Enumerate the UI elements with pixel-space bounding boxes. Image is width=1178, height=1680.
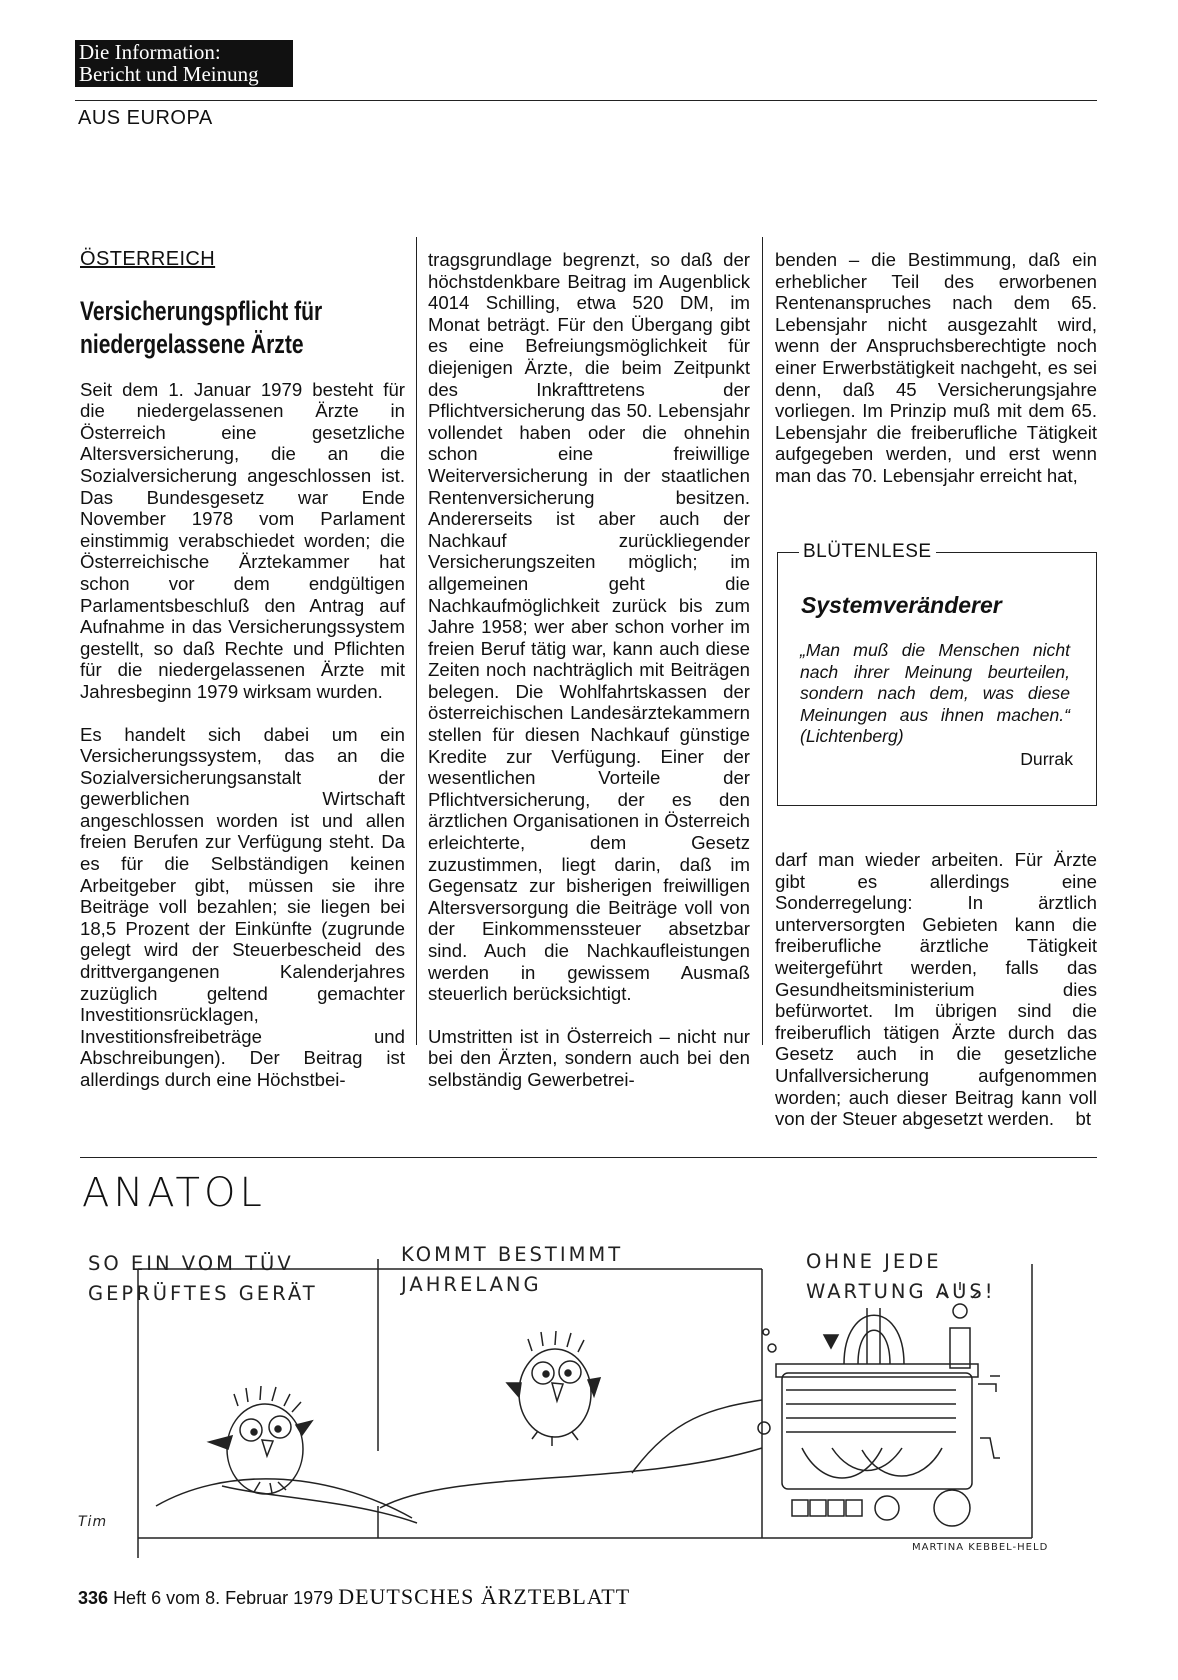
headline-line-1: Versicherungspflicht für [80, 295, 323, 326]
comic-strip-drawing [72, 1168, 1102, 1558]
magazine-title: DEUTSCHES ÄRZTEBLATT [338, 1584, 631, 1609]
branch [156, 1479, 412, 1518]
paragraph: benden – die Bestimmung, daß ein erheblicher Teil des erworbenen Rentenanspruches nach dem 65. Lebensjahr nicht ausgezahlt wird, wenn der Anspruchsberechtigte noch einer Erwerbstätigkeit nachgeht, es sei denn, daß 45 Versicherungsjahre vorliegen. Im Prinzip muß mit dem 65. Lebensjahr die freiberufliche Tätigkeit aufgegeben werden, und erst wenn man das 70. Lebensjahr erreicht hat, [775, 249, 1097, 486]
column-divider [416, 237, 417, 1045]
speech-line: OHNE JEDE [806, 1250, 942, 1273]
sidebar-author: Durrak [1020, 749, 1073, 769]
sidebar-label: BLÜTENLESE [799, 541, 936, 563]
page-number: 336 [78, 1588, 109, 1608]
top-rule [75, 100, 1097, 101]
paragraph: Seit dem 1. Januar 1979 besteht für die niedergelassenen Ärzte in Österreich eine gesetzliche Altersversicherung, die an die Sozialversicherung angeschlossen ist. Das Bundesgesetz war Ende November 1978 vom Parlament einstimmig verabschiedet worden; die Österreichische Ärztekammer hat schon vor dem endgültigen Parlamentsbeschluß den Antrag auf Aufnahme in das Versicherungssystem gestellt, so daß Rechte und Pflichten für die niedergelassenen Ärzte mit Jahresbeginn 1979 wirksam wurden. [80, 378, 405, 702]
comic-signature-right: MARTINA KEBBEL-HELD [912, 1542, 1049, 1553]
owl-drawing [209, 1386, 312, 1494]
issue-info: Heft 6 vom 8. Februar 1979 [113, 1588, 334, 1608]
comic-top-rule [80, 1157, 1097, 1158]
sidebar-title: Systemveränderer [801, 592, 1002, 618]
speech-line: KOMMT BESTIMMT [401, 1243, 624, 1266]
section-tag-line-2: Bericht und Meinung [79, 62, 259, 86]
speech-text-panel-2 [401, 1240, 623, 1300]
sidebar-quote: „Man muß die Menschen nicht nach ihrer Meinung beurteilen, sondern nach dem, was diese Meinungen aus ihnen machen.“ (Lichtenberg) [800, 640, 1070, 746]
speech-line: GEPRÜFTES GERÄT [88, 1282, 318, 1305]
paragraph [775, 849, 1097, 1130]
column-divider [762, 237, 763, 1045]
article-column-2 [428, 249, 750, 1091]
paragraph: tragsgrundlage begrenzt, so daß der höchstdenkbare Beitrag im Augenblick 4014 Schilling, etwa 520 DM, im Monat beträgt. Für den Übergang gibt es eine Befreiungsmöglichkeit für diejenigen Ärzte, die beim Zeitpunkt des Inkrafttretens der Pflichtversicherung das 50. Lebensjahr vollendet haben oder die ohnehin schon eine freiwillige Weiterversicherung in der staatlichen Rentenversicherung besitzen. Andererseits ist aber auch der Nachkauf zurückliegender Versicherungszeiten möglich; im allgemeinen geht die Nachkaufmöglichkeit zurück bis zum Jahre 1958; wer aber schon vorher im freien Beruf tätig war, kann auch diese Zeiten noch nachträglich mit Beiträgen belegen. Die Wohlfahrtskassen der österreichischen Landesärztekammern stellen für diesen Nachkauf günstige Kredite zur Verfügung. Einer der wesentlichen Vorteile der Pflichtversicherung, der es den ärztlichen Organisationen in Österreich erleichterte, dem Gesetz zuzustimmen, liegt darin, daß im Gegensatz zur bisherigen freiwilligen Altersversorgung die Beiträge voll von der Einkommenssteuer absetzbar sind. Auch die Nachkaufleistungen werden in gewissem Ausmaß steuerlich berücksichtigt. [428, 249, 750, 1005]
page-footer [78, 1584, 630, 1610]
article-column-3-bottom [775, 849, 1097, 1130]
speech-line: SO EIN VOM TÜV [88, 1252, 294, 1275]
country-label: ÖSTERREICH [80, 248, 216, 270]
section-tag-line-1: Die Information: [79, 40, 221, 64]
rubric: AUS EUROPA [78, 107, 213, 129]
speech-line: JAHRELANG [401, 1273, 542, 1296]
comic-signature-left: Tim [78, 1514, 108, 1530]
speech-text-panel-3 [806, 1247, 996, 1307]
paragraph: Es handelt sich dabei um ein Versicherungssystem, das an die Sozialversicherungsanstalt der gewerblichen Wirtschaft angeschlossen worden ist und allen freien Berufen zur Verfügung steht. Da es für die Selbständigen keinen Arbeitgeber gibt, müssen sie ihre Beiträge voll bezahlen; sie liegen bei 18,5 Prozent der Einkünfte (zugrunde gelegt wird der Steuerbescheid des drittvergangenen Kalenderjahres zuzüglich geltend gemachter Investitionsrücklagen, Investitionsfreibeträge und Abschreibungen). Der Beitrag ist allerdings durch eine Höchstbei- [80, 723, 405, 1090]
article-headline [80, 295, 408, 361]
article-author: bt [1075, 1108, 1091, 1130]
article-column-3-top [775, 249, 1097, 487]
section-tag [75, 40, 293, 87]
machine-drawing [758, 1282, 1000, 1526]
branch [380, 1448, 762, 1508]
owl-drawing [507, 1331, 600, 1446]
paragraph: Umstritten ist in Österreich – nicht nur bei den Ärzten, sondern auch bei den selbständig Gewerbetrei- [428, 1025, 750, 1090]
comic-title: ANATOL [82, 1170, 266, 1216]
speech-line: WARTUNG AUS! [806, 1280, 996, 1303]
headline-line-2: niedergelassene Ärzte [80, 328, 304, 359]
article-column-1 [80, 249, 405, 1091]
speech-text-panel-1 [88, 1249, 318, 1309]
paragraph-text: darf man wieder arbeiten. Für Ärzte gibt es allerdings eine Sonderregelung: In ärztlich unterversorgten Gebieten kann die freiberufliche ärztliche Tätigkeit weitergeführt werden, falls das Gesundheitsministerium dies befürwortet. Im übrigen sind die freiberuflich tätigen Ärzte durch das Gesetz auch in die gesetzliche Unfallversicherung aufgenommen worden; auch dieser Beitrag kann voll von der Steuer abgesetzt werden. [775, 849, 1097, 1130]
branch [632, 1400, 762, 1473]
